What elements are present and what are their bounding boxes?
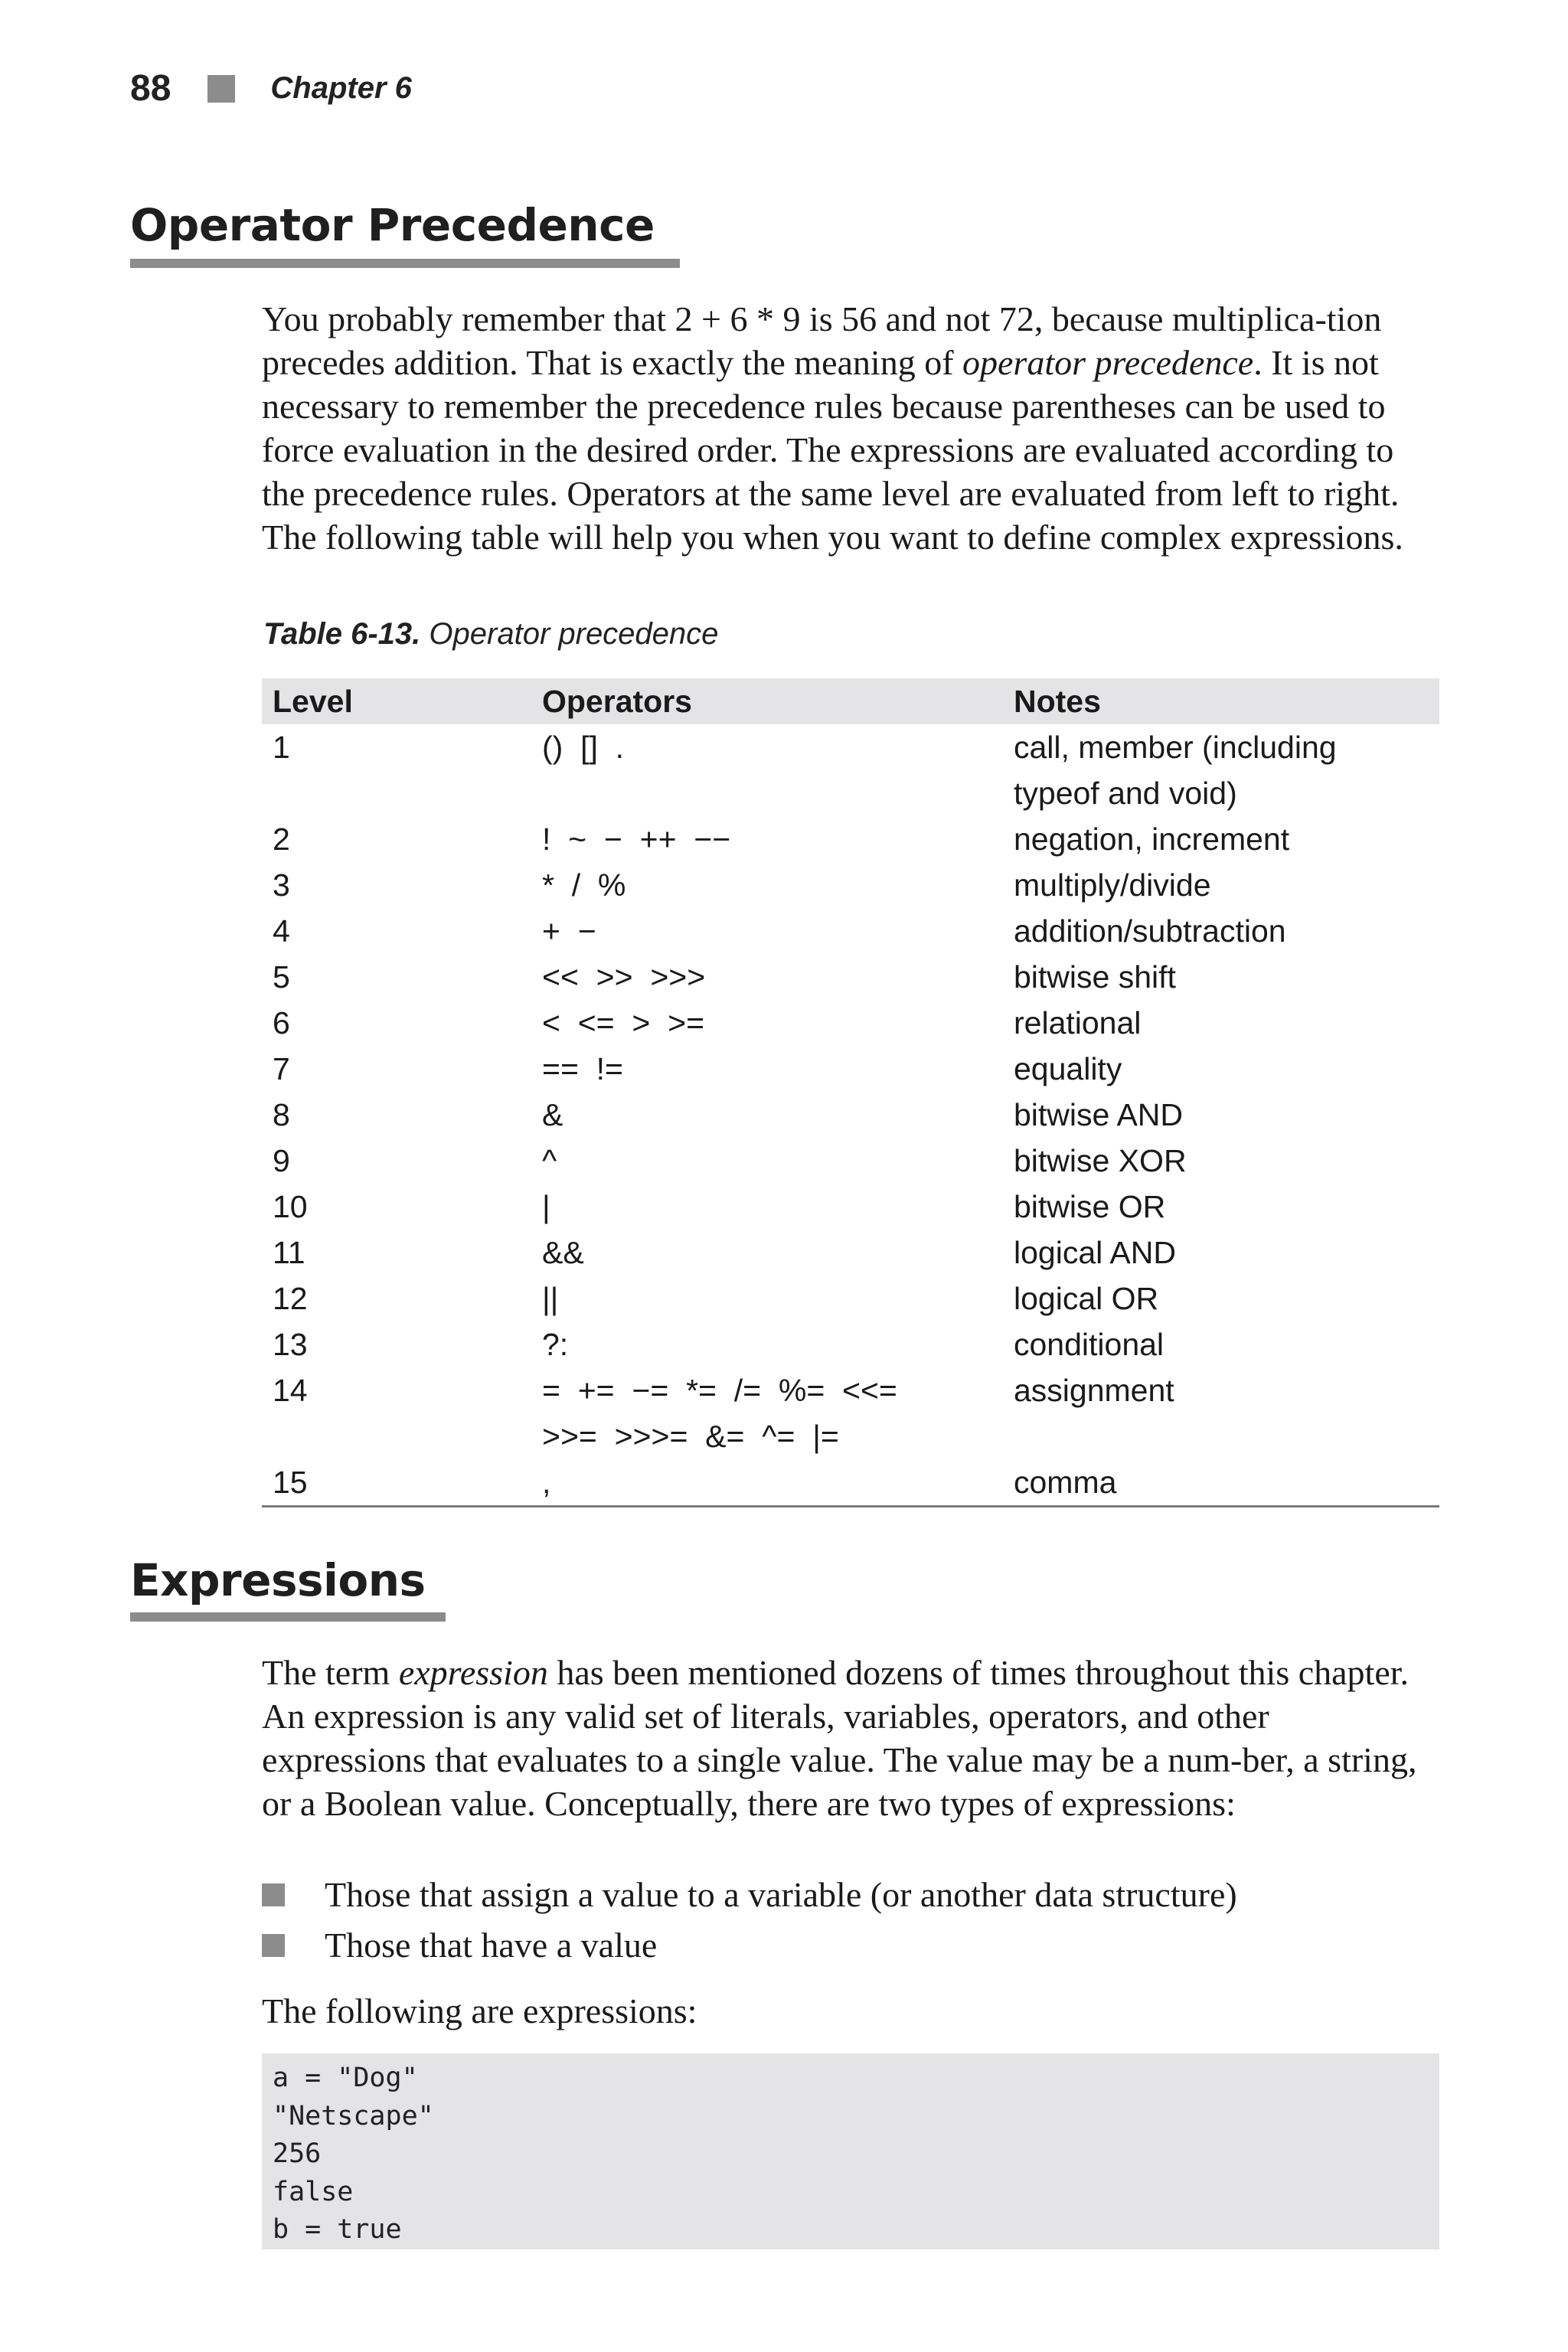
cell-notes: bitwise OR	[1014, 1189, 1166, 1224]
cell-level: 13	[273, 1327, 308, 1362]
cell-level: 7	[273, 1051, 290, 1086]
following-text: The following are expressions:	[262, 1991, 697, 2030]
table-row	[262, 1321, 1439, 1367]
cell-notes: addition/subtraction	[1014, 913, 1286, 949]
code-line: "Netscape"	[273, 2100, 434, 2132]
column-header-operators: Operators	[542, 683, 692, 719]
paragraph-emphasis: operator precedence	[962, 343, 1254, 382]
list-item	[262, 1870, 1441, 1920]
cell-operators: ,	[531, 1459, 1003, 1507]
cell-level: 5	[273, 959, 290, 995]
page-header	[130, 67, 412, 109]
code-example	[262, 2053, 1439, 2249]
table-row	[262, 1000, 1439, 1046]
code-line: false	[273, 2176, 354, 2207]
code-line: a = "Dog"	[273, 2063, 418, 2093]
cell-level: 1	[273, 730, 290, 765]
cell-operators: << >> >>>	[542, 959, 706, 995]
table-row	[262, 724, 1439, 816]
page-number: 88	[130, 68, 172, 109]
cell-notes: conditional	[1014, 1327, 1165, 1362]
table-row	[262, 1138, 1439, 1184]
bullet-square-icon	[262, 1883, 285, 1906]
table-row	[262, 1184, 1439, 1230]
paragraph-text: has been mentioned dozens of times throughout this chapter. An expression is any valid set of literals, variables, operators, and other expressions that evaluates to a single value. The value may be a num-ber, a string, or a Boolean value. Conceptually, there are two types of expressions:	[262, 1653, 1417, 1823]
cell-notes: negation, increment	[1014, 822, 1290, 857]
table-row	[262, 1459, 1439, 1507]
cell-level: 10	[273, 1189, 308, 1224]
precedence-paragraph	[262, 297, 1441, 559]
cell-notes: comma	[1003, 1459, 1439, 1507]
paragraph-text: The term	[262, 1653, 399, 1692]
operator-precedence-table	[262, 678, 1439, 1508]
column-header-notes: Notes	[1014, 683, 1101, 719]
table-row	[262, 908, 1439, 954]
table-row	[262, 1367, 1439, 1459]
table-row	[262, 1276, 1439, 1321]
cell-level: 9	[273, 1143, 290, 1178]
table-row	[262, 954, 1439, 1000]
cell-operators: + −	[542, 913, 596, 949]
cell-operators: ! ~ − ++ −−	[542, 822, 731, 857]
cell-operators: ?:	[542, 1327, 569, 1362]
cell-operators: () [] .	[542, 730, 625, 765]
table-caption-label: Table 6-13.	[263, 617, 421, 651]
bullet-square-icon	[262, 1934, 285, 1957]
section-title-expressions: Expressions	[130, 1554, 426, 1606]
table-caption	[263, 617, 718, 652]
cell-notes: multiply/divide	[1014, 867, 1211, 903]
paragraph-emphasis: expression	[398, 1653, 548, 1692]
cell-notes: bitwise AND	[1014, 1097, 1184, 1132]
code-line: b = true	[273, 2214, 402, 2245]
cell-notes: logical AND	[1014, 1235, 1176, 1270]
cell-operators: &&	[542, 1235, 584, 1270]
cell-operators: &	[542, 1097, 564, 1132]
cell-operators: * / %	[542, 867, 626, 903]
table-row	[262, 1092, 1439, 1138]
section-rule	[130, 259, 680, 268]
chapter-label: Chapter 6	[270, 71, 412, 105]
cell-notes: equality	[1014, 1051, 1122, 1086]
table-row	[262, 816, 1439, 862]
cell-level: 14	[273, 1373, 308, 1408]
list-item	[262, 1920, 1441, 1971]
cell-level: 6	[273, 1005, 290, 1040]
cell-level: 11	[273, 1235, 305, 1270]
table-caption-text: Operator precedence	[429, 617, 719, 651]
cell-operators: ^	[542, 1143, 557, 1178]
cell-operators: ||	[542, 1281, 559, 1316]
cell-notes: logical OR	[1014, 1281, 1159, 1316]
paragraph-text: . It is not necessary to remember the precedence rules because parentheses can be used to force evaluation in the desired order. The expressions are evaluated according to the precedence rules. Operators at the same level are evaluated from left to right. The following table will help you when you want to define complex expressions.	[262, 343, 1403, 557]
cell-operators: = += −= *= /= %= <<= >>= >>>= &= ^= |=	[542, 1373, 897, 1454]
code-line: 256	[273, 2138, 322, 2169]
cell-level: 4	[273, 913, 290, 949]
cell-notes: assignment	[1014, 1373, 1174, 1408]
cell-level: 8	[273, 1097, 290, 1132]
cell-level: 15	[262, 1459, 531, 1507]
cell-notes: relational	[1014, 1005, 1142, 1040]
list-item-text: Those that assign a value to a variable (or another data structure)	[325, 1875, 1237, 1914]
table-row	[262, 862, 1439, 908]
table-row	[262, 1046, 1439, 1092]
cell-operators: == !=	[542, 1051, 624, 1086]
cell-operators: < <= > >=	[542, 1005, 705, 1040]
cell-notes: bitwise XOR	[1014, 1143, 1187, 1178]
paragraph-text: You probably remember that 2 + 6 * 9 is 56 and not 72, because multiplica-tion precedes addition. That is exactly the meaning of	[262, 299, 1382, 382]
cell-notes: call, member (including typeof and void)	[1014, 730, 1337, 811]
cell-level: 12	[273, 1281, 308, 1316]
header-square-icon	[207, 75, 235, 103]
section-title-operator-precedence: Operator Precedence	[130, 199, 655, 251]
column-header-level: Level	[273, 683, 353, 719]
cell-level: 3	[273, 867, 290, 903]
expression-types-list	[262, 1870, 1441, 1971]
list-item-text: Those that have a value	[325, 1926, 658, 1965]
cell-operators: |	[542, 1189, 550, 1224]
table-row	[262, 1230, 1439, 1276]
cell-notes: bitwise shift	[1014, 959, 1176, 995]
expressions-paragraph	[262, 1651, 1441, 1825]
table-header-row	[262, 678, 1439, 724]
section-rule	[130, 1612, 446, 1622]
cell-level: 2	[273, 822, 290, 857]
